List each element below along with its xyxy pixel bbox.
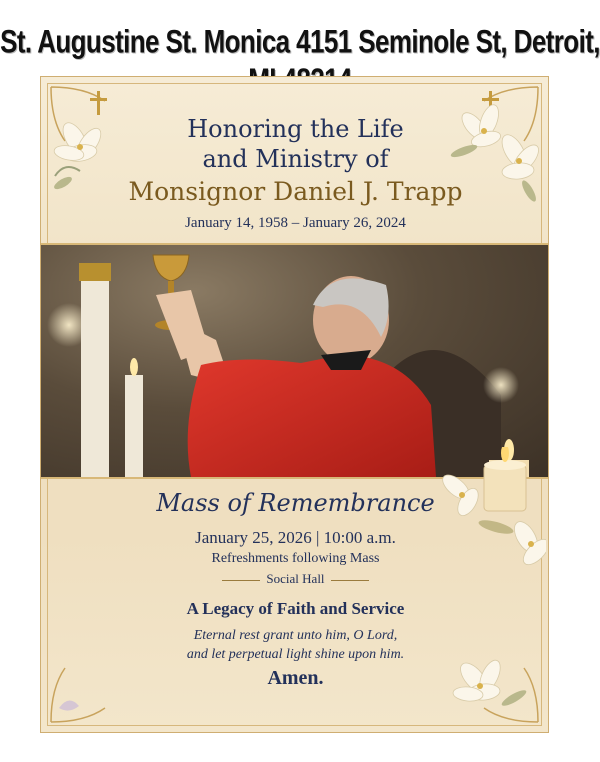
honoree-name: Monsignor Daniel J. Trapp [128,177,463,206]
refreshments-note: Refreshments following Mass [211,551,380,566]
title-line-2: and Ministry of [202,145,389,173]
mass-date-time: January 25, 2026 | 10:00 a.m. [195,528,396,547]
memorial-poster [40,76,549,733]
divider-left [222,580,260,581]
legacy-heading: A Legacy of Faith and Service [186,599,405,618]
mass-title: Mass of Remembrance [156,489,435,517]
bottom-left-flourish [45,648,115,728]
priest-elevating-chalice-photo [41,243,549,479]
amen-text: Amen. [267,667,324,689]
title-line-1: Honoring the Life [187,115,404,143]
location-line [41,571,549,587]
divider-right [331,580,369,581]
location-label: Social Hall [266,571,325,586]
life-dates: January 14, 1958 – January 26, 2024 [185,215,406,231]
address-header: St. Augustine St. Monica 4151 Seminole St, Detroit, [0,22,600,60]
prayer-line-2: and let perpetual light shine upon him. [186,647,405,662]
prayer-line-1: Eternal rest grant unto him, O Lord, [193,628,398,643]
bottom-right-lily-decoration [434,628,544,728]
